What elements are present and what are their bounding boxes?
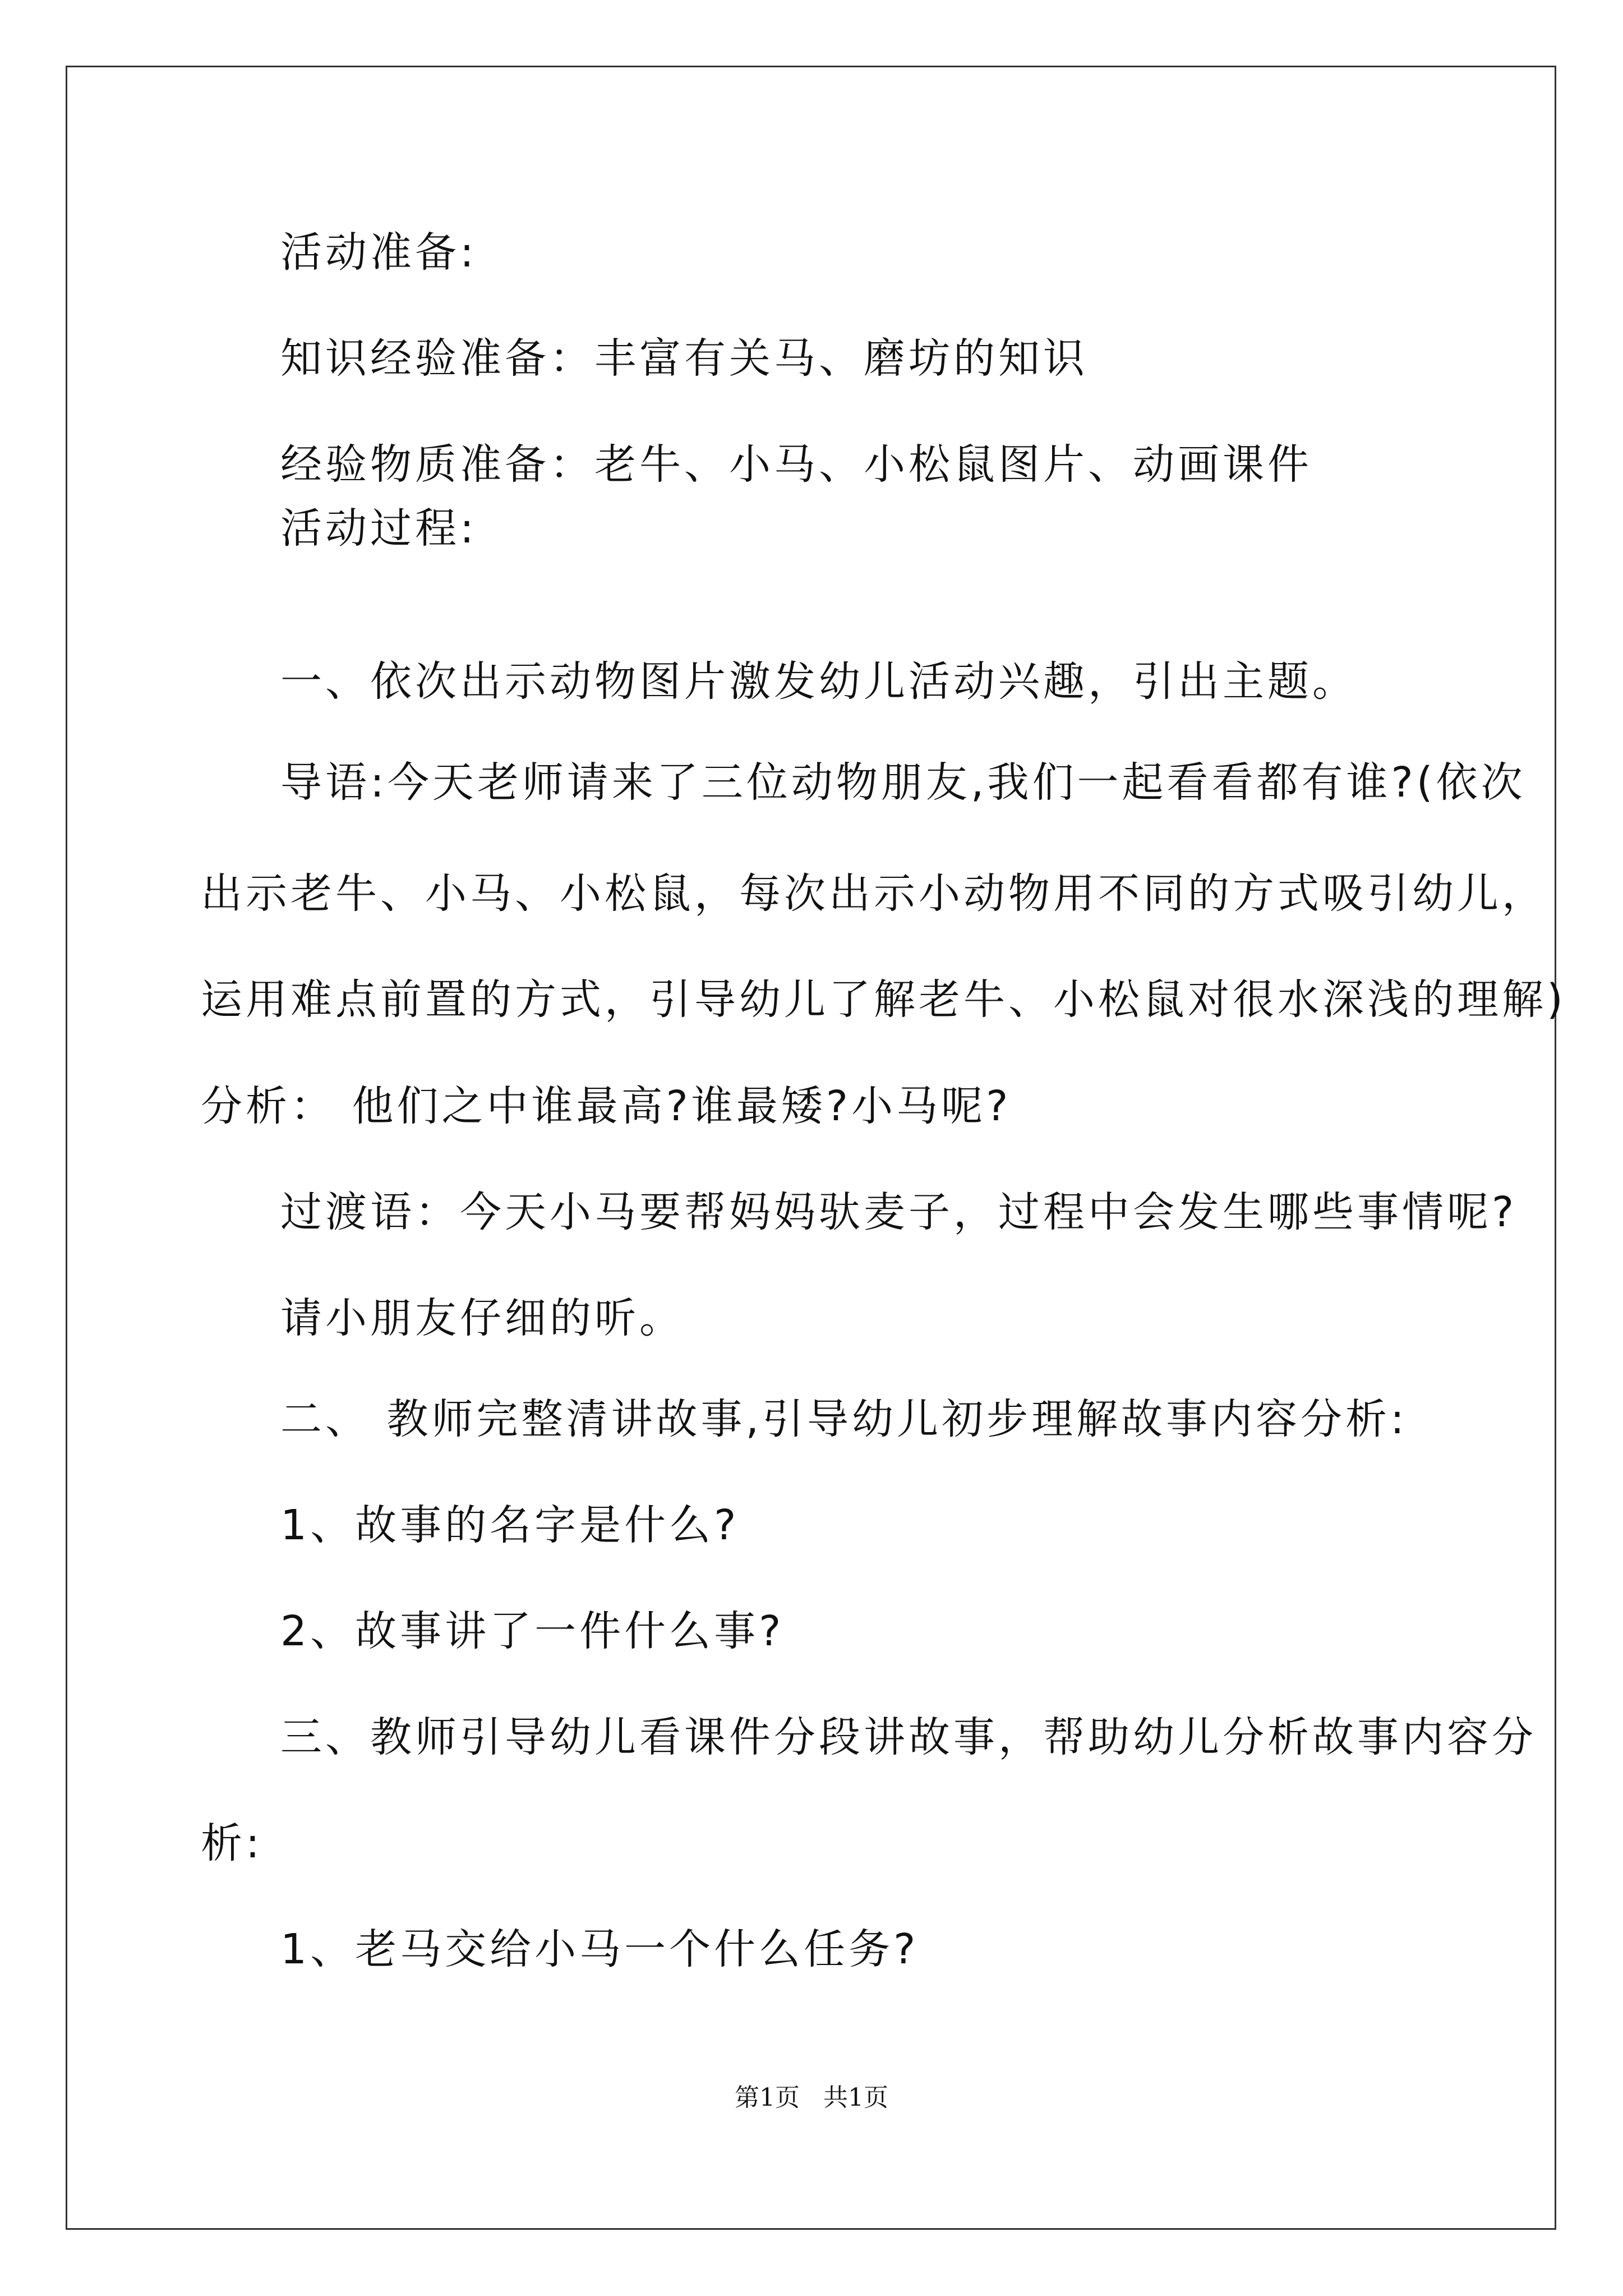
text-line-12: 二、 教师完整清讲故事,引导幼儿初步理解故事内容分析: (280, 1395, 1408, 1443)
page-border (66, 66, 1556, 2230)
text-line-10: 过渡语：今天小马要帮妈妈驮麦子，过程中会发生哪些事情呢? (280, 1188, 1518, 1236)
text-line-9: 分析： 他们之中谁最高?谁最矮?小马呢? (201, 1082, 1012, 1130)
page-number-footer: 第1页 共1页 (735, 2083, 888, 2112)
text-line-1: 活动准备: (280, 228, 477, 277)
text-line-17: 1、老马交给小马一个什么任务? (280, 1925, 919, 1973)
text-line-15: 三、教师引导幼儿看课件分段讲故事，帮助幼儿分析故事内容分 (280, 1713, 1537, 1761)
text-line-8: 运用难点前置的方式，引导幼儿了解老牛、小松鼠对很水深浅的理解) (201, 976, 1566, 1024)
text-line-4: 活动过程: (280, 504, 477, 553)
text-line-5: 一、依次出示动物图片激发幼儿活动兴趣，引出主题。 (280, 657, 1357, 706)
text-line-6: 导语:今天老师请来了三位动物朋友,我们一起看看都有谁?(依次 (280, 758, 1526, 807)
text-line-11: 请小朋友仔细的听。 (280, 1294, 684, 1342)
text-line-3: 经验物质准备：老牛、小马、小松鼠图片、动画课件 (280, 440, 1312, 489)
text-line-16: 析: (201, 1819, 263, 1867)
text-line-13: 1、故事的名字是什么? (280, 1501, 740, 1549)
text-line-14: 2、故事讲了一件什么事? (280, 1607, 785, 1655)
text-line-2: 知识经验准备：丰富有关马、磨坊的知识 (280, 334, 1088, 383)
text-line-7: 出示老牛、小马、小松鼠，每次出示小动物用不同的方式吸引幼儿， (201, 869, 1547, 918)
